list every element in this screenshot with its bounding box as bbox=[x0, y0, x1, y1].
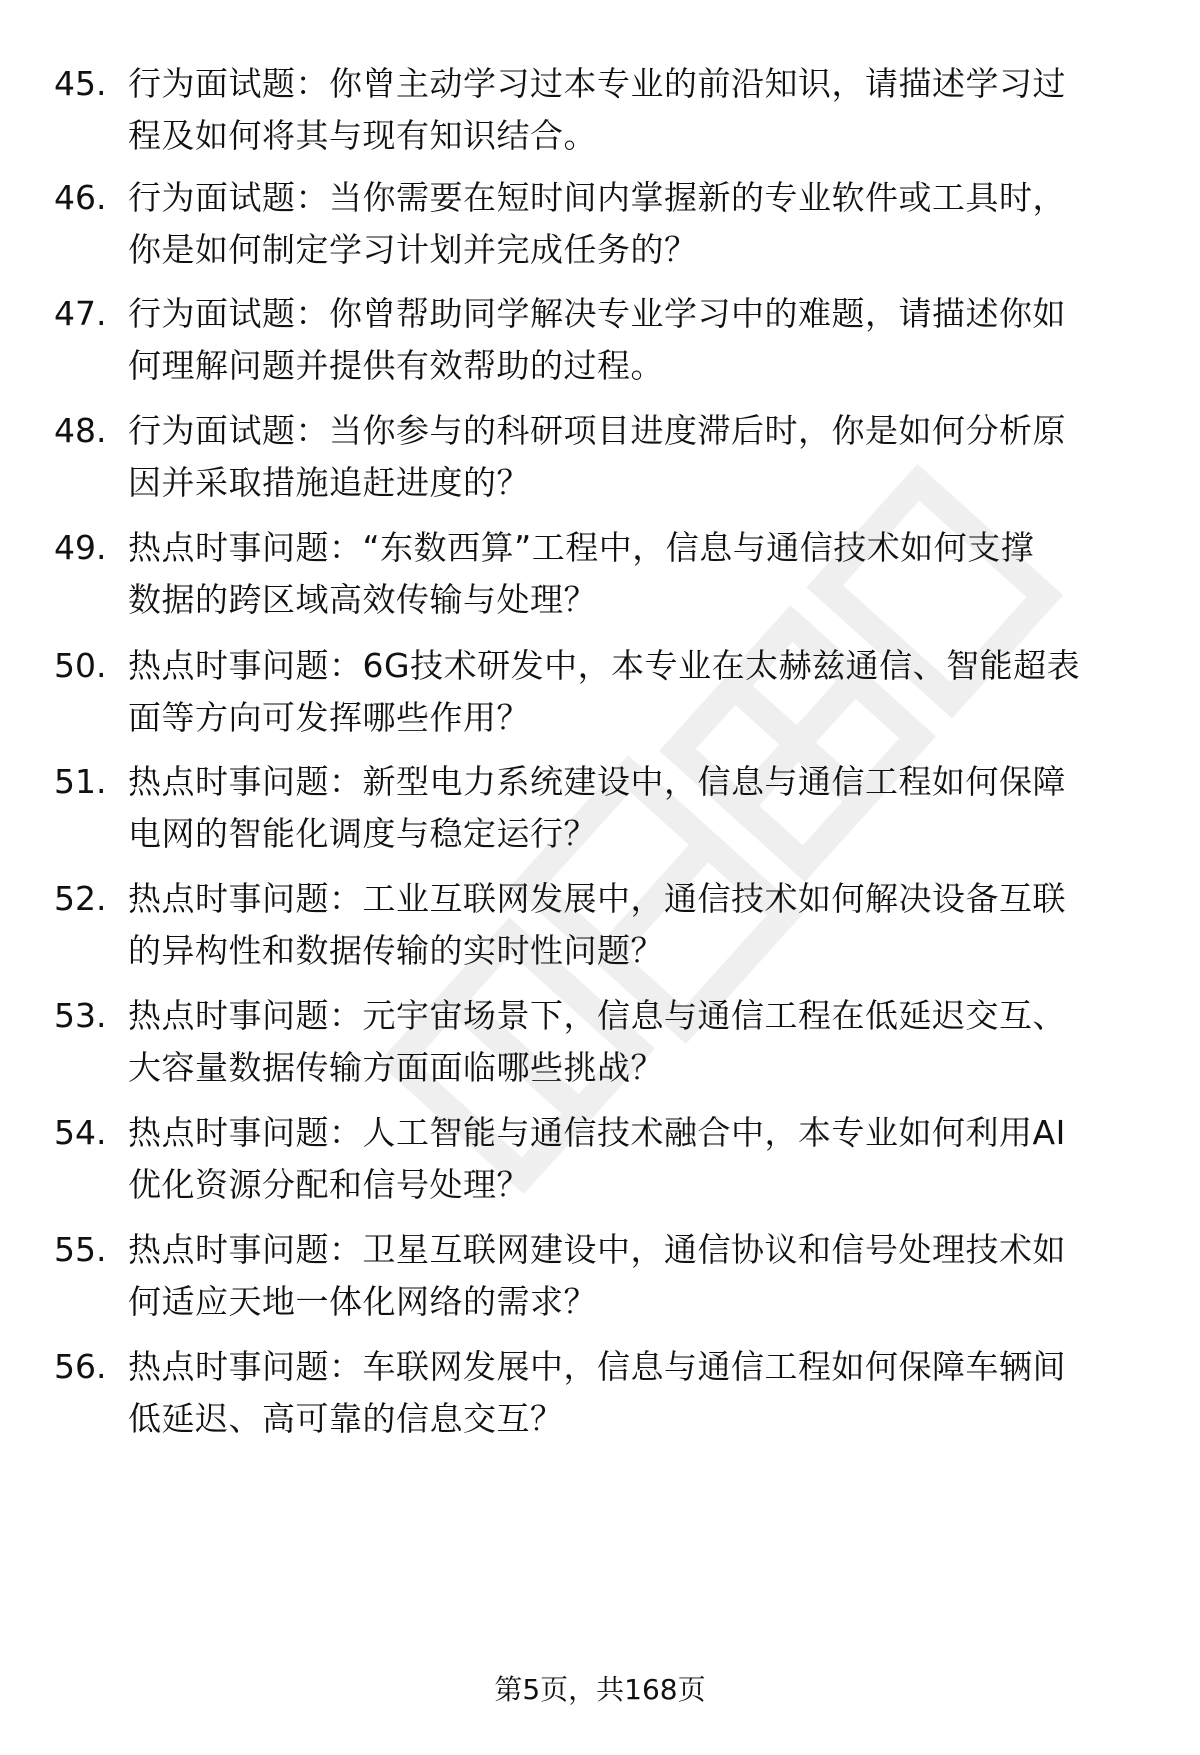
question-item bbox=[54, 990, 1154, 1094]
question-item bbox=[54, 58, 1154, 162]
question-text bbox=[128, 756, 1138, 860]
question-text-line: 热点时事问题：车联网发展中，信息与通信工程如何保障车辆间 bbox=[128, 1347, 1066, 1386]
question-text-line: 热点时事问题：人工智能与通信技术融合中，本专业如何利用AI bbox=[128, 1113, 1066, 1152]
question-text-line: 何适应天地一体化网络的需求？ bbox=[128, 1282, 597, 1321]
question-number: 49. bbox=[54, 528, 107, 567]
question-text bbox=[128, 172, 1138, 276]
question-number: 54. bbox=[54, 1113, 107, 1152]
question-text-line: 大容量数据传输方面面临哪些挑战？ bbox=[128, 1048, 664, 1087]
question-number: 47. bbox=[54, 294, 107, 333]
question-number: 48. bbox=[54, 411, 107, 450]
page-footer: 第5页，共168页 bbox=[494, 1673, 706, 1706]
question-item bbox=[54, 1107, 1154, 1211]
question-text-line: 电网的智能化调度与稳定运行？ bbox=[128, 814, 597, 853]
question-item bbox=[54, 756, 1154, 860]
question-item bbox=[54, 1341, 1154, 1445]
question-text-line: 行为面试题：当你参与的科研项目进度滞后时，你是如何分析原 bbox=[128, 411, 1066, 450]
question-item bbox=[54, 288, 1154, 392]
question-text-line: 行为面试题：你曾主动学习过本专业的前沿知识，请描述学习过 bbox=[128, 64, 1066, 103]
question-text-line: 热点时事问题：“东数西算”工程中，信息与通信技术如何支撑 bbox=[128, 528, 1035, 567]
question-text-line: 你是如何制定学习计划并完成任务的？ bbox=[128, 230, 698, 269]
question-text bbox=[128, 288, 1138, 392]
question-text bbox=[128, 1107, 1138, 1211]
question-number: 51. bbox=[54, 762, 107, 801]
question-item bbox=[54, 405, 1154, 509]
question-text bbox=[128, 1224, 1138, 1328]
question-text-line: 何理解问题并提供有效帮助的过程。 bbox=[128, 346, 664, 385]
question-text-line: 热点时事问题：新型电力系统建设中，信息与通信工程如何保障 bbox=[128, 762, 1066, 801]
question-text bbox=[128, 405, 1138, 509]
question-text bbox=[128, 522, 1138, 626]
question-text-line: 优化资源分配和信号处理？ bbox=[128, 1165, 530, 1204]
question-number: 55. bbox=[54, 1230, 107, 1269]
question-item bbox=[54, 172, 1154, 276]
question-text bbox=[128, 58, 1138, 162]
question-text-line: 因并采取措施追赶进度的？ bbox=[128, 463, 530, 502]
question-item bbox=[54, 873, 1154, 977]
question-text-line: 程及如何将其与现有知识结合。 bbox=[128, 116, 597, 155]
question-text-line: 的异构性和数据传输的实时性问题？ bbox=[128, 931, 664, 970]
question-text-line: 热点时事问题：工业互联网发展中，通信技术如何解决设备互联 bbox=[128, 879, 1066, 918]
question-text bbox=[128, 640, 1138, 744]
question-text-line: 行为面试题：当你需要在短时间内掌握新的专业软件或工具时， bbox=[128, 178, 1066, 217]
question-text bbox=[128, 873, 1138, 977]
question-text bbox=[128, 990, 1138, 1094]
question-text-line: 热点时事问题：元宇宙场景下，信息与通信工程在低延迟交互、 bbox=[128, 996, 1066, 1035]
question-item bbox=[54, 1224, 1154, 1328]
question-item bbox=[54, 522, 1154, 626]
question-text bbox=[128, 1341, 1138, 1445]
question-number: 53. bbox=[54, 996, 107, 1035]
question-number: 45. bbox=[54, 64, 107, 103]
question-item bbox=[54, 640, 1154, 744]
question-text-line: 面等方向可发挥哪些作用？ bbox=[128, 698, 530, 737]
question-text-line: 数据的跨区域高效传输与处理？ bbox=[128, 580, 597, 619]
question-number: 46. bbox=[54, 178, 107, 217]
question-text-line: 低延迟、高可靠的信息交互？ bbox=[128, 1399, 564, 1438]
question-text-line: 热点时事问题：卫星互联网建设中，通信协议和信号处理技术如 bbox=[128, 1230, 1066, 1269]
question-number: 50. bbox=[54, 646, 107, 685]
question-text-line: 热点时事问题：6G技术研发中，本专业在太赫兹通信、智能超表 bbox=[128, 646, 1081, 685]
question-number: 52. bbox=[54, 879, 107, 918]
question-text-line: 行为面试题：你曾帮助同学解决专业学习中的难题，请描述你如 bbox=[128, 294, 1066, 333]
question-number: 56. bbox=[54, 1347, 107, 1386]
